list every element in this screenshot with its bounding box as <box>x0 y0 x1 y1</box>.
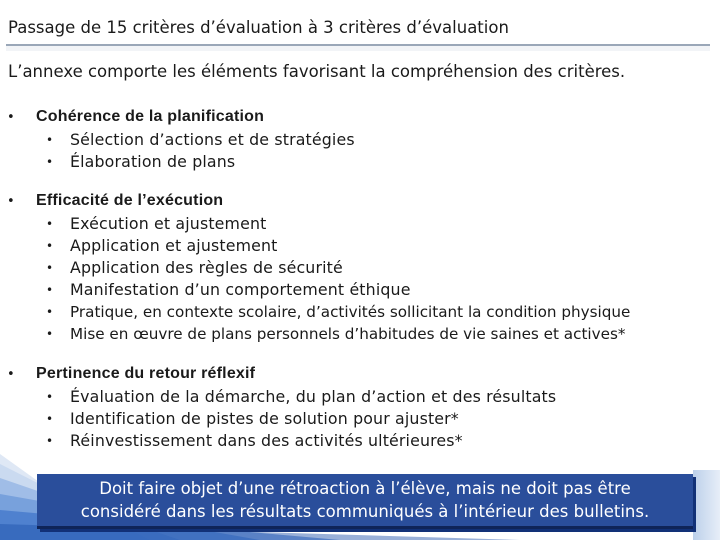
list-item <box>0 386 720 408</box>
item-bullet: • <box>46 261 54 275</box>
note-line-1: Doit faire objet d’une rétroaction à l’élève, mais ne doit pas être <box>99 479 631 498</box>
list-item <box>0 151 720 173</box>
item-text: Pratique, en contexte scolaire, d’activités sollicitant la condition physique <box>70 303 631 321</box>
item-text: Manifestation d’un comportement éthique <box>70 280 411 299</box>
item-text: Mise en œuvre de plans personnels d’habitudes de vie saines et actives* <box>70 325 626 343</box>
item-text: Sélection d’actions et de stratégies <box>70 130 355 149</box>
item-bullet: • <box>46 305 54 319</box>
section-bullet: • <box>7 110 15 125</box>
item-text: Exécution et ajustement <box>70 214 267 233</box>
list-item <box>0 279 720 301</box>
item-bullet: • <box>46 133 54 147</box>
list-item <box>0 235 720 257</box>
item-bullet: • <box>46 327 54 341</box>
item-text: Identification de pistes de solution pour ajuster* <box>70 409 459 428</box>
item-text: Application des règles de sécurité <box>70 258 343 277</box>
criteria-list <box>0 213 720 345</box>
item-text: Élaboration de plans <box>70 152 236 171</box>
slide-subtitle: L’annexe comporte les éléments favorisant la compréhension des critères. <box>8 62 626 81</box>
criteria-list <box>0 386 720 452</box>
list-item <box>0 257 720 279</box>
item-text: Réinvestissement dans des activités ultérieures* <box>70 431 463 450</box>
list-item <box>0 213 720 235</box>
list-item <box>0 430 720 452</box>
section-heading: Cohérence de la planification <box>36 108 265 125</box>
list-item <box>0 408 720 430</box>
item-bullet: • <box>46 412 54 426</box>
criteria-list <box>0 129 720 173</box>
item-bullet: • <box>46 239 54 253</box>
item-text: Évaluation de la démarche, du plan d’action et des résultats <box>70 387 557 406</box>
section-heading: Pertinence du retour réflexif <box>36 365 256 382</box>
list-item <box>0 129 720 151</box>
section-heading: Efficacité de l’exécution <box>36 192 224 209</box>
item-bullet: • <box>46 155 54 169</box>
item-bullet: • <box>46 434 54 448</box>
section-bullet: • <box>7 194 15 209</box>
item-bullet: • <box>46 283 54 297</box>
title-divider <box>6 44 710 51</box>
note-callout <box>37 474 693 529</box>
list-item <box>0 323 720 345</box>
list-item <box>0 301 720 323</box>
item-text: Application et ajustement <box>70 236 278 255</box>
right-edge-decoration <box>693 470 720 540</box>
section-bullet: • <box>7 367 15 382</box>
slide-title: Passage de 15 critères d’évaluation à 3 critères d’évaluation <box>8 18 509 37</box>
item-bullet: • <box>46 217 54 231</box>
note-line-2: considéré dans les résultats communiqués à l’intérieur des bulletins. <box>80 502 650 521</box>
item-bullet: • <box>46 390 54 404</box>
